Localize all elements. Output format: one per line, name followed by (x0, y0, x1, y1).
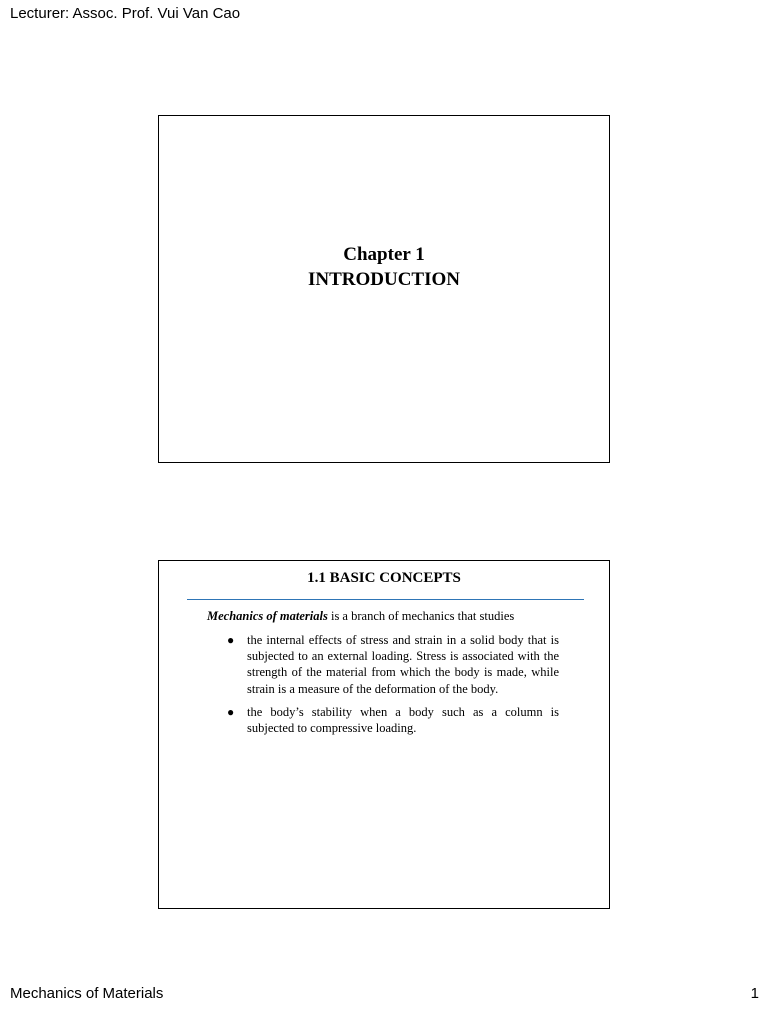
slide-title: 1.1 BASIC CONCEPTS (307, 570, 461, 586)
page-number: 1 (750, 985, 759, 1002)
bullet-text: the body’s stability when a body such as a column is subjected to compressive loading. (247, 704, 559, 736)
footer-course-title: Mechanics of Materials (10, 985, 164, 1002)
slide-basic-concepts (158, 560, 610, 909)
chapter-number: Chapter 1 (343, 244, 425, 265)
list-item (227, 704, 559, 736)
chapter-name: INTRODUCTION (307, 269, 461, 290)
bullet-dot-icon: ● (227, 633, 235, 647)
chapter-heading (159, 242, 609, 292)
intro-term: Mechanics of materials (207, 609, 328, 623)
bullet-text: the internal effects of stress and strain in a solid body that is subjected to an external loading. Stress is associated with the strength of the material from which the body is made, while strain is a measure of the deformation of the body. (247, 633, 559, 696)
intro-text: is a branch of mechanics that studies (327, 609, 515, 623)
intro-sentence (207, 608, 567, 624)
title-divider (187, 599, 584, 600)
page-header: Lecturer: Assoc. Prof. Vui Van Cao (10, 5, 241, 22)
list-item (227, 632, 559, 697)
slide-chapter-title (158, 115, 610, 463)
bullet-list (227, 632, 559, 743)
bullet-dot-icon: ● (227, 704, 235, 719)
